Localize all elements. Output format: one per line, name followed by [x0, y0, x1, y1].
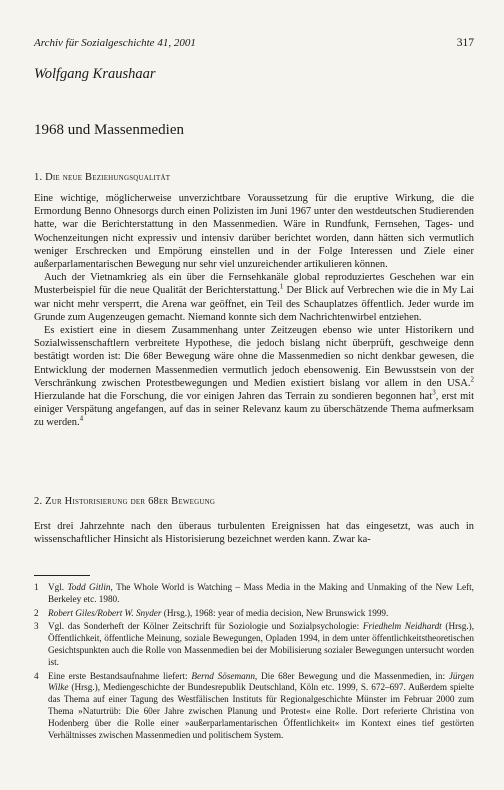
footnote-text — [48, 582, 474, 606]
paragraph-3-text-c: , erst mit einiger Verspätung angefangen, auf das in seiner Relevanz kaum zu überschätzende Thema aufmerksam zu werden. — [34, 391, 474, 429]
section-2-number: 2. — [34, 496, 43, 507]
footnote-text — [48, 671, 474, 742]
section-2-body — [34, 520, 474, 546]
footnote-number: 3 — [34, 621, 39, 632]
paragraph-2-text-a: Auch der Vietnamkrieg als ein über die Fernsehkanäle global reproduziertes Geschehen war ein Musterbeispiel für die neue Qualität der Berichterstattung. — [34, 272, 474, 297]
paragraph-4: Erst drei Jahrzehnte nach den überaus turbulenten Ereignissen hat das eingesetzt, was auch in wissenschaftlicher Hinsicht als Historisierung bezeichnet werden kann. Zwar ka- — [34, 521, 474, 546]
section-1-heading — [34, 172, 170, 183]
footnote-author: Bernd Sösemann — [191, 670, 255, 681]
footnote-text-part: Vgl. das Sonderheft der Kölner Zeitschrift für Soziologie und Sozialpsychologie: — [48, 621, 363, 632]
footnote-text-part: Eine erste Bestandsaufnahme liefert: — [48, 670, 192, 681]
footnote-author: Jürgen Wilke — [48, 670, 475, 693]
section-1-number: 1. — [34, 172, 43, 183]
footnote-text-part: Vgl. — [48, 582, 68, 592]
footnote-text-part: (Hrsg.), Mediengeschichte der Bundesrepublik Deutschland, Köln etc. 1999, S. 672–697. Außerdem spielte das Thema auf einer Tagung des Westfälischen Instituts für Regionalgeschichte Münster im Februar 2000 zum Thema »Naturtrüb: Die 60er Jahre zwischen Planung und Protest« eine Rolle. Dort referierte Christina von Hodenberg über die Rolle einer »außerparlamentarischen Öffentlichkeit« im Kontext eines tief gestörten Verhältnisses zwischen Massenmedien und politischem System. — [48, 682, 474, 740]
footnote-number: 2 — [34, 607, 39, 618]
section-2-heading — [34, 496, 215, 507]
paragraph-1: Eine wichtige, möglicherweise unverzichtbare Voraussetzung für die eruptive Wirkung, die die Ermordung Benno Ohnesorgs durch einen Polizisten im Juni 1967 unter den westdeutschen Studierenden hatte, war die Berichterstattung in den Massenmedien. Wäre in Rundfunk, Fernsehen, Tages- und Wochenzeitungen nicht expressiv und intensiv darüber berichtet worden, dann hätten sich vermutlich weniger Erschrecken und Empörung einstellen und in der Folge Interessen und Ziele einer außerparlamentarischen Bewegung nur sehr viel unzureichender artikulieren können. — [34, 193, 474, 271]
paragraph-3-text-a: Es existiert eine in diesem Zusammenhang unter Zeitzeugen ebenso wie unter Historikern und Sozialwissenschaftlern verbreitete Hypothese, die jedoch bislang nicht überprüft, geschweige denn bestätigt worden ist: Die 68er Bewegung wäre ohne die Massenmedien so nicht denkbar gewesen, die Entwicklung der modernen Massenmedien vermutlich jedoch ebensowenig. Ein Bewusstsein von der Verschränkung zwischen Protestbewegungen und Medien existiert bislang vor allem in den USA. — [34, 325, 474, 389]
footnote-2 — [34, 608, 474, 620]
footnote-text — [48, 608, 474, 620]
footnote-number: 4 — [34, 670, 39, 681]
footnote-author: Todd Gitlin — [67, 582, 111, 592]
paragraph-3-text-b: Hierzulande hat die Forschung, die vor einigen Jahren das Terrain zu sondieren begonnen hat — [34, 391, 433, 403]
footnote-ref-3[interactable]: 3 — [432, 388, 436, 397]
page-number: 317 — [456, 37, 474, 49]
section-2-title: Zur Historisierung der 68er Bewegung — [45, 496, 216, 507]
article-author: Wolfgang Kraushaar — [34, 66, 156, 82]
footnote-text-part: , Die 68er Bewegung und die Massenmedien, in: — [254, 670, 449, 681]
footnote-text-part: (Hrsg.), Öffentlichkeit, öffentliche Meinung, soziale Bewegungen, Opladen 1994, in dem unter öffentlichkeitstheoretischen Gesichtspunkten auch die Rolle von Massenmedien bei der Mobilisierung sozialer Bewegungen untersucht worden ist. — [48, 621, 474, 667]
footnote-text — [48, 621, 474, 668]
running-head: Archiv für Sozialgeschichte 41, 2001 — [34, 37, 196, 49]
footnote-text-part: (Hrsg.), 1968: year of media decision, New Brunswick 1999. — [161, 607, 389, 618]
article-title: 1968 und Massenmedien — [34, 122, 184, 138]
footnotes — [34, 582, 474, 743]
footnote-4 — [34, 671, 474, 742]
section-1-body — [34, 192, 474, 430]
footnote-ref-1[interactable]: 1 — [279, 282, 284, 291]
footnote-author: Robert Giles/Robert W. Snyder — [48, 607, 162, 618]
paragraph-2-text-b: Der Blick auf Verbrechen wie die in My Lai war nicht mehr versperrt, die Arena war geöffnet, ein Teil des Schauplatzes öffentlich. Jeder wurde im Grunde zum Augenzeugen gemacht. Niemand konnte sich dem Nachrichtenwirbel entziehen. — [34, 285, 474, 323]
footnote-1 — [34, 582, 474, 606]
section-1-title: Die neue Beziehungsqualität — [45, 172, 171, 183]
footnote-ref-2[interactable]: 2 — [470, 375, 474, 384]
footnote-author: Friedhelm Neidhardt — [362, 621, 442, 632]
footnote-ref-4[interactable]: 4 — [79, 414, 84, 423]
paragraph-2 — [34, 271, 474, 324]
paragraph-3 — [34, 324, 474, 430]
footnote-divider — [34, 575, 90, 576]
footnote-number: 1 — [34, 582, 39, 592]
footnote-3 — [34, 621, 474, 668]
footnote-text-part: , The Whole World is Watching – Mass Media in the Making and Unmaking of the New Left, Berkeley etc. 1980. — [48, 582, 474, 604]
